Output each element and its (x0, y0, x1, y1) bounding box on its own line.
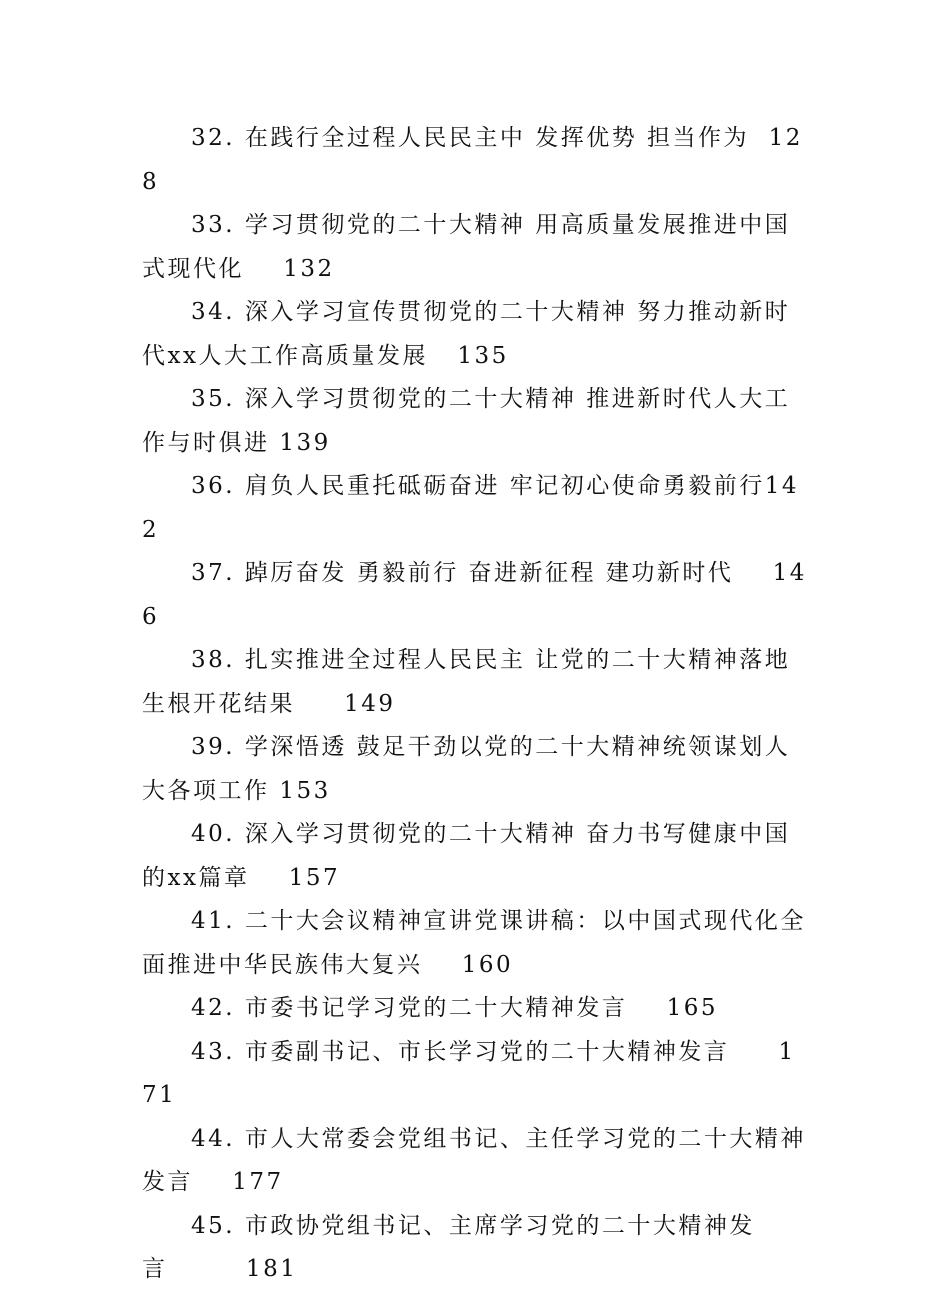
toc-entry-38 (142, 639, 812, 726)
toc-entry-45 (142, 1205, 812, 1292)
toc-entry-page: 132 (283, 255, 335, 282)
table-of-contents (142, 117, 812, 1292)
toc-entry-page: 160 (461, 951, 514, 978)
toc-entry-number: 39. (191, 734, 236, 760)
toc-entry-number: 45. (191, 1212, 236, 1239)
toc-entry-title: 二十大会议精神宣讲党课讲稿：以中国式现代化全面推进中华民族伟大复兴 (142, 908, 806, 978)
toc-entry-34 (142, 291, 812, 378)
toc-entry-page: 181 (246, 1256, 298, 1282)
toc-entry-39 (142, 726, 812, 813)
toc-entry-number: 43. (191, 1038, 236, 1065)
toc-entry-32 (142, 117, 812, 204)
toc-entry-title: 踔厉奋发 勇毅前行 奋进新征程 建功新时代 (244, 560, 734, 586)
toc-entry-number: 41. (191, 908, 236, 934)
toc-entry-title: 深入学习宣传贯彻党的二十大精神 努力推动新时代xx人大工作高质量发展 (142, 299, 791, 369)
toc-entry-page: 135 (457, 342, 509, 369)
toc-entry-page: 139 (279, 429, 331, 456)
toc-entry-43 (142, 1031, 812, 1118)
toc-entry-page: 149 (344, 690, 396, 717)
toc-entry-33 (142, 204, 812, 291)
toc-entry-page: 165 (666, 995, 719, 1021)
toc-entry-page: 171 (142, 1038, 796, 1108)
toc-entry-number: 33. (191, 212, 236, 238)
toc-entry-title: 肩负人民重托砥砺奋进 牢记初心使命勇毅前行 (244, 473, 765, 499)
toc-entry-number: 34. (191, 299, 236, 325)
toc-entry-number: 42. (191, 995, 236, 1021)
toc-entry-number: 37. (191, 560, 236, 586)
toc-entry-title: 深入学习贯彻党的二十大精神 奋力书写健康中国的xx篇章 (142, 821, 791, 891)
toc-entry-number: 36. (191, 473, 236, 499)
toc-entry-40 (142, 813, 812, 900)
toc-entry-title: 市委书记学习党的二十大精神发言 (244, 995, 628, 1021)
toc-entry-title: 扎实推进全过程人民民主 让党的二十大精神落地生根开花结果 (142, 647, 791, 717)
toc-entry-title: 在践行全过程人民民主中 发挥优势 担当作为 (244, 125, 750, 151)
toc-entry-42 (142, 987, 812, 1031)
toc-entry-35 (142, 378, 812, 465)
toc-entry-number: 44. (191, 1125, 236, 1152)
toc-entry-title: 市人大常委会党组书记、主任学习党的二十大精神发言 (142, 1125, 806, 1195)
toc-entry-title: 市政协党组书记、主席学习党的二十大精神发言 (142, 1212, 755, 1282)
toc-entry-page: 146 (142, 560, 807, 630)
toc-entry-page: 142 (142, 473, 799, 543)
toc-entry-title: 学深悟透 鼓足干劲以党的二十大精神统领谋划人大各项工作 (142, 734, 791, 804)
toc-entry-title: 市委副书记、市长学习党的二十大精神发言 (244, 1038, 730, 1065)
toc-entry-number: 35. (191, 386, 236, 412)
toc-entry-41 (142, 900, 812, 987)
toc-entry-36 (142, 465, 812, 552)
toc-entry-number: 40. (191, 821, 236, 847)
toc-entry-page: 177 (232, 1169, 284, 1195)
toc-entry-title: 学习贯彻党的二十大精神 用高质量发展推进中国式现代化 (142, 212, 791, 282)
toc-entry-page: 153 (279, 777, 331, 804)
toc-entry-number: 38. (191, 647, 236, 673)
toc-entry-page: 157 (288, 864, 341, 891)
toc-entry-page: 128 (142, 125, 803, 195)
toc-entry-number: 32. (191, 125, 236, 151)
toc-entry-37 (142, 552, 812, 639)
toc-entry-44 (142, 1118, 812, 1205)
toc-entry-title: 深入学习贯彻党的二十大精神 推进新时代人大工作与时俱进 (142, 386, 791, 456)
